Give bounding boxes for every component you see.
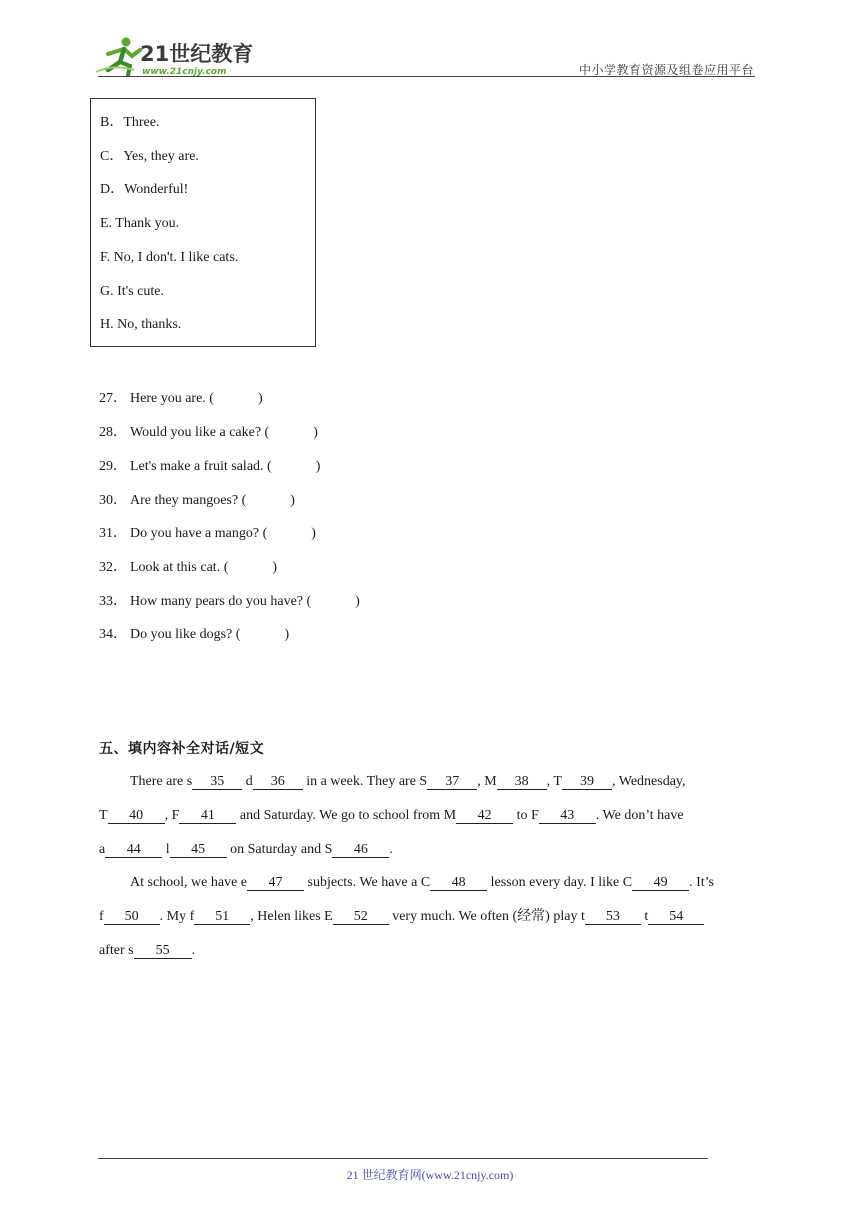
- blank-49[interactable]: 49: [632, 875, 689, 891]
- passage-text: . My f: [159, 909, 195, 924]
- blank-46[interactable]: 46: [332, 842, 389, 858]
- question-close: ): [311, 526, 316, 541]
- blank-48[interactable]: 48: [430, 875, 487, 891]
- question-close: ): [284, 627, 290, 642]
- options-box: [90, 98, 316, 347]
- question-close: ): [290, 493, 295, 508]
- blank-35[interactable]: 35: [192, 774, 242, 790]
- question-number: 31．: [99, 526, 127, 541]
- blank-47[interactable]: 47: [247, 875, 304, 891]
- passage-text: , Wednesday,: [611, 774, 686, 789]
- question-32: [99, 559, 277, 577]
- passage-text: l: [162, 842, 170, 857]
- passage-line-3: [99, 841, 393, 859]
- blank-39[interactable]: 39: [562, 774, 612, 790]
- blank-44[interactable]: 44: [105, 842, 162, 858]
- question-number: 30．: [99, 493, 127, 508]
- passage-text: , F: [164, 808, 180, 823]
- question-close: ): [257, 391, 263, 406]
- blank-37[interactable]: 37: [427, 774, 477, 790]
- question-close: ): [313, 425, 318, 440]
- question-text: Let's make a fruit salad. (: [130, 459, 272, 474]
- question-28: [99, 424, 318, 442]
- blank-54[interactable]: 54: [648, 909, 704, 925]
- blank-50[interactable]: 50: [104, 909, 160, 925]
- question-text: How many pears do you have? (: [130, 594, 312, 609]
- passage-text: There are s: [130, 774, 193, 789]
- blank-45[interactable]: 45: [170, 842, 227, 858]
- question-29: [99, 458, 320, 476]
- question-number: 32．: [99, 560, 127, 575]
- question-30: [99, 492, 295, 510]
- blank-53[interactable]: 53: [585, 909, 641, 925]
- question-31: [99, 525, 316, 543]
- passage-text: T: [99, 808, 108, 823]
- runner-logo-icon: [94, 34, 264, 78]
- passage-text: , Helen likes E: [250, 909, 333, 924]
- passage-text: t: [640, 909, 649, 924]
- passage-text: and Saturday. We go to school from M: [236, 808, 457, 823]
- passage-text: in a week. They are S: [302, 774, 428, 789]
- blank-38[interactable]: 38: [497, 774, 547, 790]
- site-logo: [94, 34, 264, 78]
- option-e: E. Thank you.: [100, 216, 180, 231]
- blank-55[interactable]: 55: [134, 943, 192, 959]
- question-text: Look at this cat. (: [130, 560, 229, 575]
- blank-52[interactable]: 52: [333, 909, 389, 925]
- passage-text: subjects. We have a C: [304, 875, 431, 890]
- blank-40[interactable]: 40: [108, 808, 165, 824]
- platform-label: 中小学教育资源及组卷应用平台: [578, 63, 754, 77]
- question-number: 34．: [99, 627, 127, 642]
- question-number: 33．: [99, 594, 127, 609]
- blank-36[interactable]: 36: [253, 774, 303, 790]
- passage-text: lesson every day. I like C: [487, 875, 633, 890]
- question-number: 28．: [99, 425, 127, 440]
- footer-link[interactable]: 21 世纪教育网(www.21cnjy.com): [346, 1168, 514, 1182]
- passage-text: , T: [546, 774, 562, 789]
- option-b: B．Three.: [100, 115, 160, 130]
- option-g: G. It's cute.: [100, 284, 164, 299]
- option-f: F. No, I don't. I like cats.: [100, 250, 239, 265]
- passage-text: , M: [477, 774, 497, 789]
- passage-text: a: [99, 842, 106, 857]
- passage-text: . It’s: [689, 875, 714, 890]
- passage-line-4: [130, 874, 714, 892]
- passage-line-5: [99, 908, 704, 926]
- passage-text: f: [99, 909, 104, 924]
- passage-text: after s: [99, 943, 134, 958]
- blank-51[interactable]: 51: [194, 909, 250, 925]
- passage-text: very much. We often (经常) play t: [388, 909, 585, 924]
- svg-text:21世纪教育: 21世纪教育: [140, 42, 254, 66]
- passage-text: d: [242, 774, 253, 789]
- question-text: Do you like dogs? (: [130, 627, 241, 642]
- question-33: [99, 593, 360, 611]
- question-close: ): [272, 560, 278, 575]
- passage-text: .: [191, 943, 196, 958]
- passage-line-6: [99, 942, 195, 960]
- svg-text:www.21cnjy.com: www.21cnjy.com: [142, 67, 227, 77]
- question-text: Here you are. (: [130, 391, 214, 406]
- option-d: D．Wonderful!: [100, 182, 189, 197]
- passage-line-2: [99, 807, 684, 825]
- header-divider: [98, 76, 755, 77]
- blank-42[interactable]: 42: [456, 808, 513, 824]
- passage-text: . We don’t have: [595, 808, 684, 823]
- passage-text: .: [389, 842, 393, 857]
- question-number: 27．: [99, 391, 127, 406]
- option-h: H. No, thanks.: [100, 317, 182, 332]
- blank-43[interactable]: 43: [539, 808, 596, 824]
- section-title: 五、填内容补全对话/短文: [99, 741, 265, 757]
- blank-41[interactable]: 41: [179, 808, 236, 824]
- question-close: ): [355, 594, 360, 609]
- question-text: Do you have a mango? (: [130, 526, 268, 541]
- passage-text: to F: [513, 808, 539, 823]
- footer-divider: [98, 1158, 708, 1159]
- question-34: [99, 626, 289, 644]
- question-text: Would you like a cake? (: [130, 425, 270, 440]
- question-number: 29．: [99, 459, 127, 474]
- question-27: [99, 390, 263, 408]
- passage-text: on Saturday and S: [226, 842, 333, 857]
- question-text: Are they mangoes? (: [130, 493, 247, 508]
- option-c: C．Yes, they are.: [100, 149, 199, 164]
- passage-text: At school, we have e: [130, 875, 248, 890]
- question-close: ): [315, 459, 321, 474]
- passage-line-1: [130, 773, 686, 791]
